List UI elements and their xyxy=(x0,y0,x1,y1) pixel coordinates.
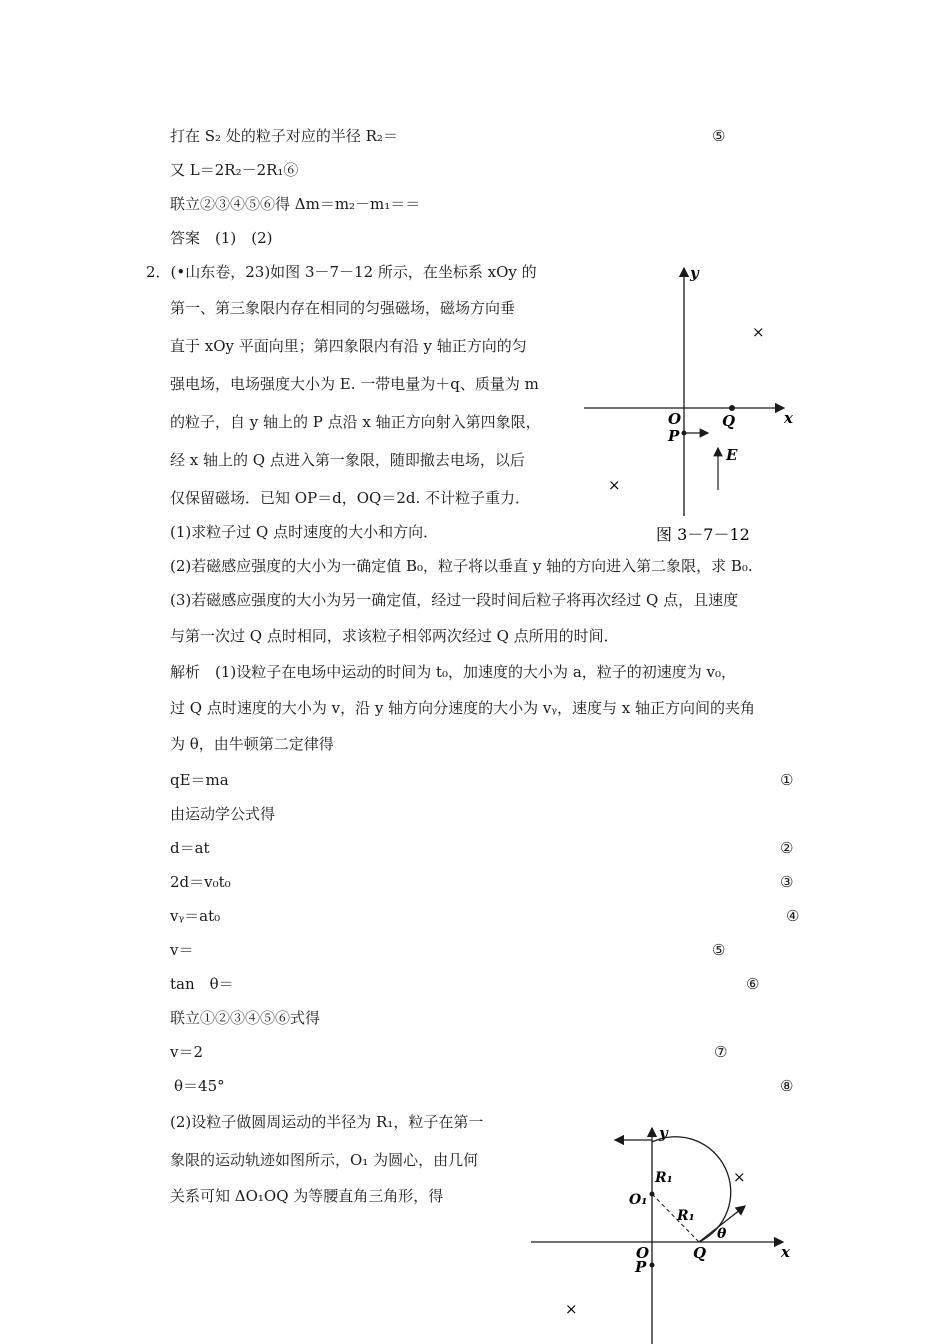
text-line: d＝at xyxy=(170,839,210,857)
cross-quadrant-1: × xyxy=(752,323,765,341)
text-line: 解析 (1)设粒子在电场中运动的时间为 t₀，加速度的大小为 a，粒子的初速度为 v₀， xyxy=(170,663,737,681)
text-line: 与第一次过 Q 点时相同，求该粒子相邻两次经过 Q 点所用的时间． xyxy=(170,627,619,645)
cross-quadrant-3: × xyxy=(608,476,621,494)
text-line: θ＝45° xyxy=(174,1077,225,1095)
text-line: tan θ＝ xyxy=(170,975,234,993)
y-axis-label: y xyxy=(690,264,699,282)
p-label: P xyxy=(668,427,680,445)
text-line: 2d＝v₀t₀ xyxy=(170,873,231,891)
text-line: 联立①②③④⑤⑥式得 xyxy=(170,1009,321,1027)
text-line: (2)设粒子做圆周运动的半径为 R₁，粒子在第一 xyxy=(170,1113,484,1131)
origin-label: O xyxy=(636,1244,650,1262)
x-axis-label: x xyxy=(784,409,793,427)
equation-number: ⑤ xyxy=(712,941,726,959)
text-line: qE＝ma xyxy=(170,771,229,789)
text-line: 由运动学公式得 xyxy=(170,805,276,823)
text-line: 过 Q 点时速度的大小为 v，沿 y 轴方向分速度的大小为 vᵧ，速度与 x 轴正方向间的夹角 xyxy=(170,699,755,717)
text-line: 又 L＝2R₂－2R₁⑥ xyxy=(170,161,299,179)
center-o1 xyxy=(650,1192,655,1197)
text-line: 关系可知 ΔO₁OQ 为等腰直角三角形，得 xyxy=(170,1187,444,1205)
equation-number: ② xyxy=(780,839,794,857)
o1-label: O₁ xyxy=(629,1192,648,1208)
text-line: 答案 (1) (2) xyxy=(170,229,273,247)
equation-number: ⑦ xyxy=(714,1043,728,1061)
equation-number: ⑧ xyxy=(780,1077,794,1095)
y-axis-label: y xyxy=(659,1124,668,1142)
origin-label: O xyxy=(668,410,682,428)
q-label: Q xyxy=(693,1244,707,1262)
cross-quadrant-1: × xyxy=(733,1168,746,1186)
figure-caption: 图 3－7－12 xyxy=(656,525,750,544)
text-line: 直于 xOy 平面向里；第四象限内有沿 y 轴正方向的匀 xyxy=(170,337,527,355)
figure-3-7-12 xyxy=(580,260,810,550)
text-line: v＝ xyxy=(170,941,194,959)
text-line: 象限的运动轨迹如图所示，O₁ 为圆心，由几何 xyxy=(170,1151,479,1169)
equation-number: ① xyxy=(780,771,794,789)
text-line: (1)求粒子过 Q 点时速度的大小和方向． xyxy=(170,523,439,541)
point-q xyxy=(729,405,735,411)
point-p xyxy=(650,1263,655,1268)
text-line: (2)若磁感应强度的大小为一确定值 B₀，粒子将以垂直 y 轴的方向进入第二象限，求 B₀. xyxy=(170,557,753,575)
r1-label-vertical: R₁ xyxy=(655,1170,673,1186)
cross-quadrant-3: × xyxy=(565,1300,578,1318)
text-line: 联立②③④⑤⑥得 Δm＝m₂－m₁＝＝ xyxy=(170,195,421,213)
equation-number: ⑤ xyxy=(712,127,726,145)
equation-number: ⑥ xyxy=(746,975,760,993)
equation-number: ③ xyxy=(780,873,794,891)
text-line: 的粒子，自 y 轴上的 P 点沿 x 轴正方向射入第四象限， xyxy=(170,413,541,431)
equation-number: ④ xyxy=(786,907,800,925)
text-line: 打在 S₂ 处的粒子对应的半径 R₂＝ xyxy=(170,127,398,145)
r1-label-diagonal: R₁ xyxy=(677,1208,695,1224)
text-line: 经 x 轴上的 Q 点进入第一象限，随即撤去电场，以后 xyxy=(170,451,525,469)
text-line: 强电场，电场强度大小为 E. 一带电量为＋q、质量为 m xyxy=(170,375,539,393)
point-p xyxy=(682,431,687,436)
text-line: 仅保留磁场．已知 OP＝d，OQ＝2d. 不计粒子重力． xyxy=(170,489,531,507)
text-line: vᵧ＝at₀ xyxy=(170,907,221,925)
text-line: 2．(•山东卷，23)如图 3－7－12 所示，在坐标系 xOy 的 xyxy=(146,263,537,281)
theta-label: θ xyxy=(717,1226,727,1242)
text-line: 为 θ，由牛顿第二定律得 xyxy=(170,735,334,753)
q-label: Q xyxy=(722,412,736,430)
e-label: E xyxy=(726,446,738,464)
text-line: v＝2 xyxy=(170,1043,204,1061)
p-label: P xyxy=(635,1258,647,1276)
text-line: 第一、第三象限内存在相同的匀强磁场，磁场方向垂 xyxy=(170,299,516,317)
figure-trajectory xyxy=(525,1120,815,1344)
text-line: (3)若磁感应强度的大小为另一确定值，经过一段时间后粒子将再次经过 Q 点，且速度 xyxy=(170,591,739,609)
x-axis-label: x xyxy=(781,1243,790,1261)
